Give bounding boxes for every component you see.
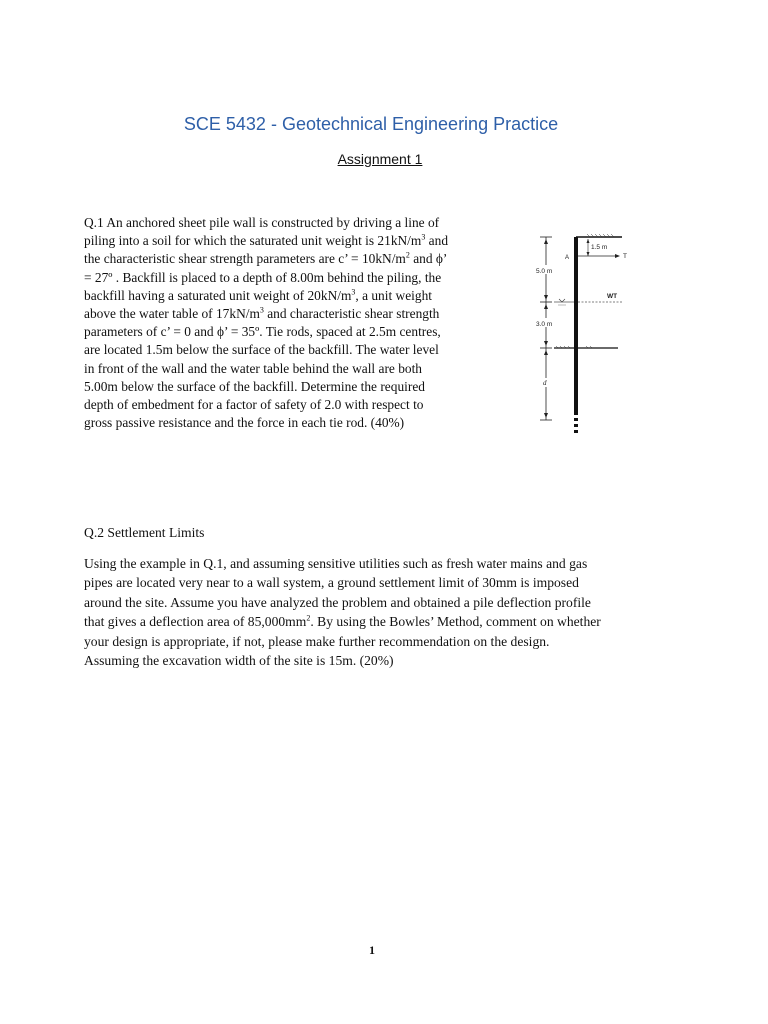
page-number: 1 <box>369 943 375 957</box>
water-symbol <box>559 299 565 302</box>
q2-line: that gives a deflection area of $85,000mm^2$. By using the Bowles’ Method, comment on whether <box>84 613 601 630</box>
q1-line: are located 1.5m below the surface of the backfill. The water level <box>84 342 439 358</box>
dim-label-d: d <box>543 379 547 387</box>
dim-label-5m: 5.0 m <box>536 268 553 275</box>
arrowhead <box>544 350 548 355</box>
arrowhead <box>544 239 548 244</box>
arrowhead <box>544 341 548 346</box>
q1-line: gross passive resistance and the force in each tie rod. (40%) <box>84 415 405 431</box>
dim-label-3m: 3.0 m <box>536 321 553 328</box>
q2-line: your design is appropriate, if not, please make further recommendation on the design. <box>84 633 550 649</box>
sheet-pile <box>574 237 578 415</box>
sheet-pile-toe <box>574 424 578 427</box>
question-1-text <box>84 214 496 432</box>
q1-line: piling into a soil for which the saturated unit weight is $21kN/m^3$ and <box>84 232 449 249</box>
q1-line: 5.00m below the surface of the backfill. Determine the required <box>84 378 425 394</box>
question-2-heading: Q.2 Settlement Limits <box>84 525 205 540</box>
q1-line: parameters of c’ = 0 and ϕ’ = 35º. Tie rods, spaced at 2.5m centres, <box>84 324 441 340</box>
q1-line: = 27º . Backfill is placed to a depth of 8.00m behind the piling, the <box>84 269 442 285</box>
q1-line: depth of embedment for a factor of safety of 2.0 with respect to <box>84 397 424 413</box>
arrowhead <box>587 252 590 256</box>
q2-line: Assuming the excavation width of the site is 15m. (20%) <box>84 653 394 669</box>
anchor-label: A <box>565 255 570 261</box>
assignment-heading: Assignment 1 <box>337 151 423 167</box>
document-title: SCE 5432 - Geotechnical Engineering Practice <box>183 114 559 134</box>
sheet-pile-wall-figure <box>532 232 632 438</box>
q1-line: Q.1 An anchored sheet pile wall is constructed by driving a line of <box>84 215 440 230</box>
sheet-pile-toe <box>574 418 578 421</box>
q2-line: Using the example in Q.1, and assuming sensitive utilities such as fresh water mains and gas <box>84 556 588 571</box>
q2-line: pipes are located very near to a wall system, a ground settlement limit of 30mm is imposed <box>84 575 579 591</box>
tie-depth-label: 1.5 m <box>591 244 608 251</box>
water-table-label: WT <box>607 293 618 300</box>
q1-line: in front of the wall and the water table behind the wall are both <box>84 360 422 376</box>
arrowhead <box>544 413 548 418</box>
q2-line: around the site. Assume you have analyzed the problem and obtained a pile deflection profile <box>84 594 591 610</box>
arrowhead <box>587 239 590 243</box>
arrowhead <box>544 295 548 300</box>
tie-force-label: T <box>623 253 627 260</box>
sheet-pile-toe <box>574 430 578 433</box>
question-2-text <box>84 554 684 670</box>
q1-line: above the water table of $17kN/m^3$ and characteristic shear strength <box>84 305 440 322</box>
q1-line: the characteristic shear strength parameters are c’ = $10kN/m^2$ and ϕ’ <box>84 250 448 267</box>
q1-line: backfill having a saturated unit weight of $20kN/m^3$, a unit weight <box>84 287 432 303</box>
arrowhead <box>544 304 548 309</box>
tie-arrowhead <box>615 254 620 258</box>
